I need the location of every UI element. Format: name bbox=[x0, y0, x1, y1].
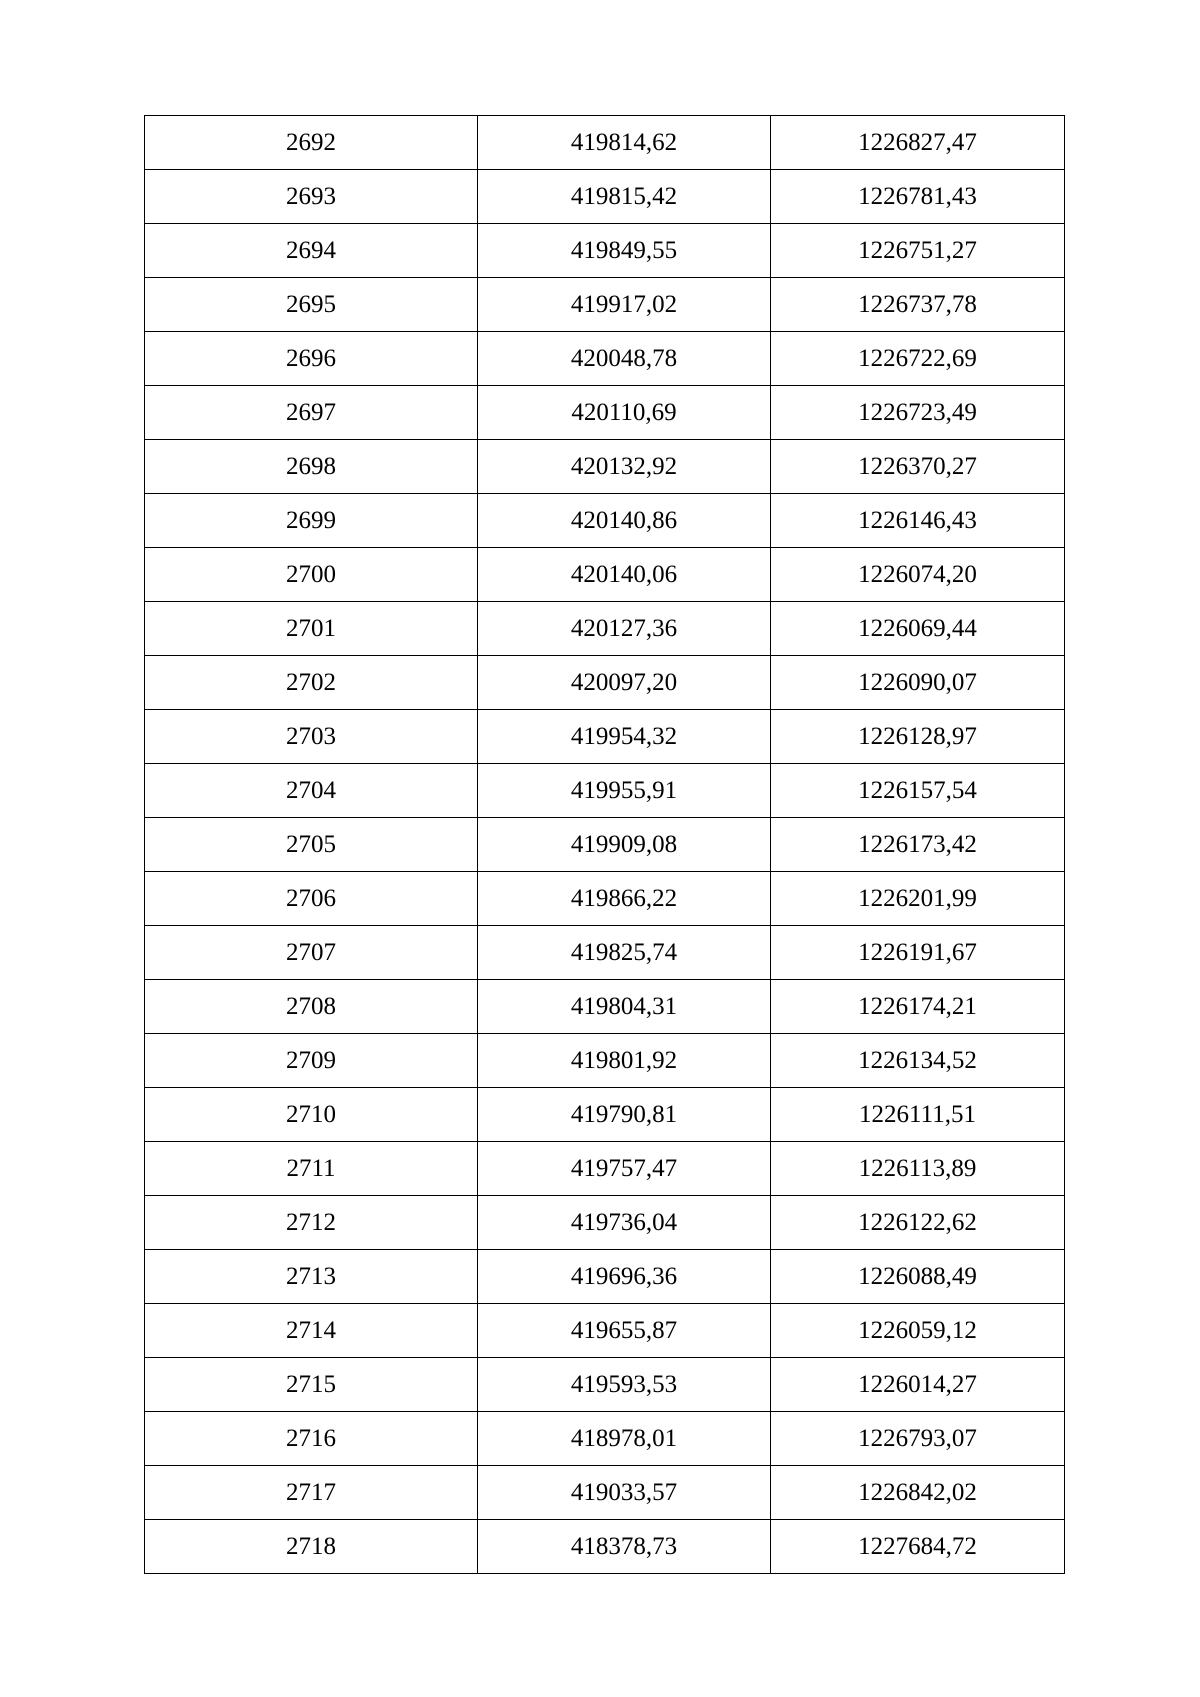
point-number-cell: 2713 bbox=[145, 1250, 478, 1304]
x-coordinate-cell: 419736,04 bbox=[478, 1196, 771, 1250]
table-row bbox=[145, 1466, 1065, 1520]
table-row bbox=[145, 710, 1065, 764]
x-coordinate-cell: 419866,22 bbox=[478, 872, 771, 926]
y-coordinate-cell: 1226088,49 bbox=[771, 1250, 1065, 1304]
y-coordinate-cell: 1226723,49 bbox=[771, 386, 1065, 440]
table-row bbox=[145, 926, 1065, 980]
x-coordinate-cell: 419955,91 bbox=[478, 764, 771, 818]
y-coordinate-cell: 1226827,47 bbox=[771, 116, 1065, 170]
table-row bbox=[145, 1088, 1065, 1142]
y-coordinate-cell: 1226191,67 bbox=[771, 926, 1065, 980]
coordinates-table-body bbox=[145, 116, 1065, 1574]
y-coordinate-cell: 1226174,21 bbox=[771, 980, 1065, 1034]
point-number-cell: 2693 bbox=[145, 170, 478, 224]
table-row bbox=[145, 1142, 1065, 1196]
point-number-cell: 2702 bbox=[145, 656, 478, 710]
point-number-cell: 2715 bbox=[145, 1358, 478, 1412]
table-row bbox=[145, 1520, 1065, 1574]
point-number-cell: 2711 bbox=[145, 1142, 478, 1196]
table-row bbox=[145, 980, 1065, 1034]
y-coordinate-cell: 1226370,27 bbox=[771, 440, 1065, 494]
table-row bbox=[145, 764, 1065, 818]
x-coordinate-cell: 419849,55 bbox=[478, 224, 771, 278]
y-coordinate-cell: 1226842,02 bbox=[771, 1466, 1065, 1520]
point-number-cell: 2705 bbox=[145, 818, 478, 872]
x-coordinate-cell: 420140,06 bbox=[478, 548, 771, 602]
x-coordinate-cell: 419814,62 bbox=[478, 116, 771, 170]
y-coordinate-cell: 1226201,99 bbox=[771, 872, 1065, 926]
point-number-cell: 2712 bbox=[145, 1196, 478, 1250]
y-coordinate-cell: 1226122,62 bbox=[771, 1196, 1065, 1250]
x-coordinate-cell: 419825,74 bbox=[478, 926, 771, 980]
x-coordinate-cell: 419033,57 bbox=[478, 1466, 771, 1520]
y-coordinate-cell: 1226146,43 bbox=[771, 494, 1065, 548]
x-coordinate-cell: 420140,86 bbox=[478, 494, 771, 548]
point-number-cell: 2718 bbox=[145, 1520, 478, 1574]
x-coordinate-cell: 418378,73 bbox=[478, 1520, 771, 1574]
table-row bbox=[145, 1196, 1065, 1250]
x-coordinate-cell: 419696,36 bbox=[478, 1250, 771, 1304]
point-number-cell: 2706 bbox=[145, 872, 478, 926]
table-row bbox=[145, 548, 1065, 602]
x-coordinate-cell: 419815,42 bbox=[478, 170, 771, 224]
y-coordinate-cell: 1226069,44 bbox=[771, 602, 1065, 656]
table-row bbox=[145, 818, 1065, 872]
x-coordinate-cell: 419757,47 bbox=[478, 1142, 771, 1196]
y-coordinate-cell: 1226090,07 bbox=[771, 656, 1065, 710]
y-coordinate-cell: 1226737,78 bbox=[771, 278, 1065, 332]
y-coordinate-cell: 1226781,43 bbox=[771, 170, 1065, 224]
y-coordinate-cell: 1227684,72 bbox=[771, 1520, 1065, 1574]
x-coordinate-cell: 419801,92 bbox=[478, 1034, 771, 1088]
y-coordinate-cell: 1226173,42 bbox=[771, 818, 1065, 872]
table-row bbox=[145, 224, 1065, 278]
point-number-cell: 2703 bbox=[145, 710, 478, 764]
table-row bbox=[145, 872, 1065, 926]
x-coordinate-cell: 419954,32 bbox=[478, 710, 771, 764]
point-number-cell: 2709 bbox=[145, 1034, 478, 1088]
table-row bbox=[145, 386, 1065, 440]
point-number-cell: 2694 bbox=[145, 224, 478, 278]
y-coordinate-cell: 1226751,27 bbox=[771, 224, 1065, 278]
y-coordinate-cell: 1226059,12 bbox=[771, 1304, 1065, 1358]
point-number-cell: 2696 bbox=[145, 332, 478, 386]
table-row bbox=[145, 1412, 1065, 1466]
point-number-cell: 2695 bbox=[145, 278, 478, 332]
point-number-cell: 2707 bbox=[145, 926, 478, 980]
table-row bbox=[145, 494, 1065, 548]
x-coordinate-cell: 420097,20 bbox=[478, 656, 771, 710]
y-coordinate-cell: 1226722,69 bbox=[771, 332, 1065, 386]
y-coordinate-cell: 1226111,51 bbox=[771, 1088, 1065, 1142]
y-coordinate-cell: 1226793,07 bbox=[771, 1412, 1065, 1466]
table-row bbox=[145, 116, 1065, 170]
table-row bbox=[145, 440, 1065, 494]
point-number-cell: 2716 bbox=[145, 1412, 478, 1466]
point-number-cell: 2710 bbox=[145, 1088, 478, 1142]
y-coordinate-cell: 1226157,54 bbox=[771, 764, 1065, 818]
table-row bbox=[145, 1304, 1065, 1358]
y-coordinate-cell: 1226074,20 bbox=[771, 548, 1065, 602]
point-number-cell: 2697 bbox=[145, 386, 478, 440]
x-coordinate-cell: 419917,02 bbox=[478, 278, 771, 332]
point-number-cell: 2708 bbox=[145, 980, 478, 1034]
x-coordinate-cell: 420127,36 bbox=[478, 602, 771, 656]
table-row bbox=[145, 1358, 1065, 1412]
point-number-cell: 2692 bbox=[145, 116, 478, 170]
table-row bbox=[145, 278, 1065, 332]
y-coordinate-cell: 1226134,52 bbox=[771, 1034, 1065, 1088]
point-number-cell: 2704 bbox=[145, 764, 478, 818]
y-coordinate-cell: 1226113,89 bbox=[771, 1142, 1065, 1196]
x-coordinate-cell: 420110,69 bbox=[478, 386, 771, 440]
point-number-cell: 2700 bbox=[145, 548, 478, 602]
table-row bbox=[145, 1034, 1065, 1088]
point-number-cell: 2714 bbox=[145, 1304, 478, 1358]
table-row bbox=[145, 602, 1065, 656]
table-row bbox=[145, 1250, 1065, 1304]
x-coordinate-cell: 419909,08 bbox=[478, 818, 771, 872]
x-coordinate-cell: 419655,87 bbox=[478, 1304, 771, 1358]
coordinates-table bbox=[144, 115, 1065, 1574]
table-row bbox=[145, 656, 1065, 710]
x-coordinate-cell: 420048,78 bbox=[478, 332, 771, 386]
point-number-cell: 2699 bbox=[145, 494, 478, 548]
x-coordinate-cell: 420132,92 bbox=[478, 440, 771, 494]
table-row bbox=[145, 170, 1065, 224]
x-coordinate-cell: 419790,81 bbox=[478, 1088, 771, 1142]
y-coordinate-cell: 1226128,97 bbox=[771, 710, 1065, 764]
x-coordinate-cell: 419593,53 bbox=[478, 1358, 771, 1412]
point-number-cell: 2701 bbox=[145, 602, 478, 656]
point-number-cell: 2698 bbox=[145, 440, 478, 494]
y-coordinate-cell: 1226014,27 bbox=[771, 1358, 1065, 1412]
table-row bbox=[145, 332, 1065, 386]
point-number-cell: 2717 bbox=[145, 1466, 478, 1520]
x-coordinate-cell: 418978,01 bbox=[478, 1412, 771, 1466]
x-coordinate-cell: 419804,31 bbox=[478, 980, 771, 1034]
